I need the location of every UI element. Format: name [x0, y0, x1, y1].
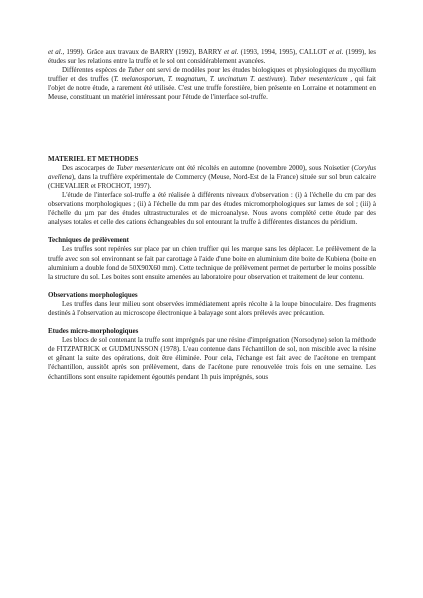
methods-paragraph-2: L'étude de l'interface sol-truffe a été réalisée à différents niveaux d'observation : (i) à l'échelle du cm par des observations morphologiques ; (ii) à l'échelle du mm par des études micromorphologiques sur lames de sol ; (iii) à l'échelle du µm par des études ultrastructurales et de microanalyse. Nous avons complété cette étude par des analyses totales et celle des cations échangeables du sol entourant la truffe à différentes distances du péridium.	[48, 190, 376, 227]
subheading-micromorphology: Etudes micro-morphologiques	[48, 327, 139, 336]
methods-paragraph-1: Des ascocarpes de Tuber mesentericum ont été récoltés en automne (novembre 2000), sous Noisetier (Corylus avellena), dans la truffière expérimentale de Commercy (Meuse, Nord-Est de la France) située sur sol brun calcaire (CHEVALIER et FROCHOT, 1997).	[48, 163, 377, 190]
subheading-sampling: Techniques de prélèvement	[48, 236, 130, 245]
section-title: MATERIEL ET METHODES	[48, 154, 139, 163]
intro-paragraph-2: Différentes espèces de Tuber ont servi de modèles pour les études biologiques et physiologiques du mycélium truffier et des truffes (T. melanosporum, T. magnatum, T. uncinatum T. aestivum). Tuber mesentericum , qui fait l'objet de notre étude, a rarement été utilisée. C'est une truffe forestière, bien présente en Lorraine et notamment en Meuse, constituant un matériel intéressant pour l'étude de l'interface sol-truffe.	[48, 66, 377, 102]
morphology-paragraph: Les truffes dans leur milieu sont observées immédiatement après récolte à la loupe binoculaire. Des fragments destinés à l'observation au microscope électronique à balayage sont alors prélevés avec précaution.	[48, 299, 376, 317]
subheading-morphology: Observations morphologiques	[48, 290, 138, 299]
text-column	[48, 48, 376, 382]
micromorphology-paragraph: Les blocs de sol contenant la truffe sont imprégnés par une résine d'imprégnation (Norsodyne) selon la méthode de FITZPATRICK et GUDMUNSSON (1978). L'eau contenue dans l'échantillon de sol, non miscible avec la résine et gênant la suite des opérations, doit être éliminée. Pour cela, l'échange est fait avec de l'acétone en trempant l'échantillon, aussitôt après son prélèvement, dans de l'acétone pure renouvelée trois fois en une semaine. Les échantillons sont ensuite rapidement égouttés pendant 1h puis imprégnés, sous	[48, 336, 376, 381]
intro-paragraph-1: et al., 1999). Grâce aux travaux de BARRY (1992), BARRY et al. (1993, 1994, 1995), CALLOT et al. (1999), les études sur les relations entre la truffe et le sol ont considérablement avancées.	[48, 48, 377, 66]
sampling-paragraph: Les truffes sont repérées sur place par un chien truffier qui les marque sans les déplacer. Le prélèvement de la truffe avec son sol environnant se fait par carottage à l'aide d'une boite en aluminium dite boite de Kubiena (boite en aluminium a double fond de 50X90X60 mm). Cette technique de prélèvement permet de perturber le moins possible la structure du sol. Les boites sont ensuite amenées au laboratoire pour observation et traitement de leur contenu.	[48, 245, 376, 281]
